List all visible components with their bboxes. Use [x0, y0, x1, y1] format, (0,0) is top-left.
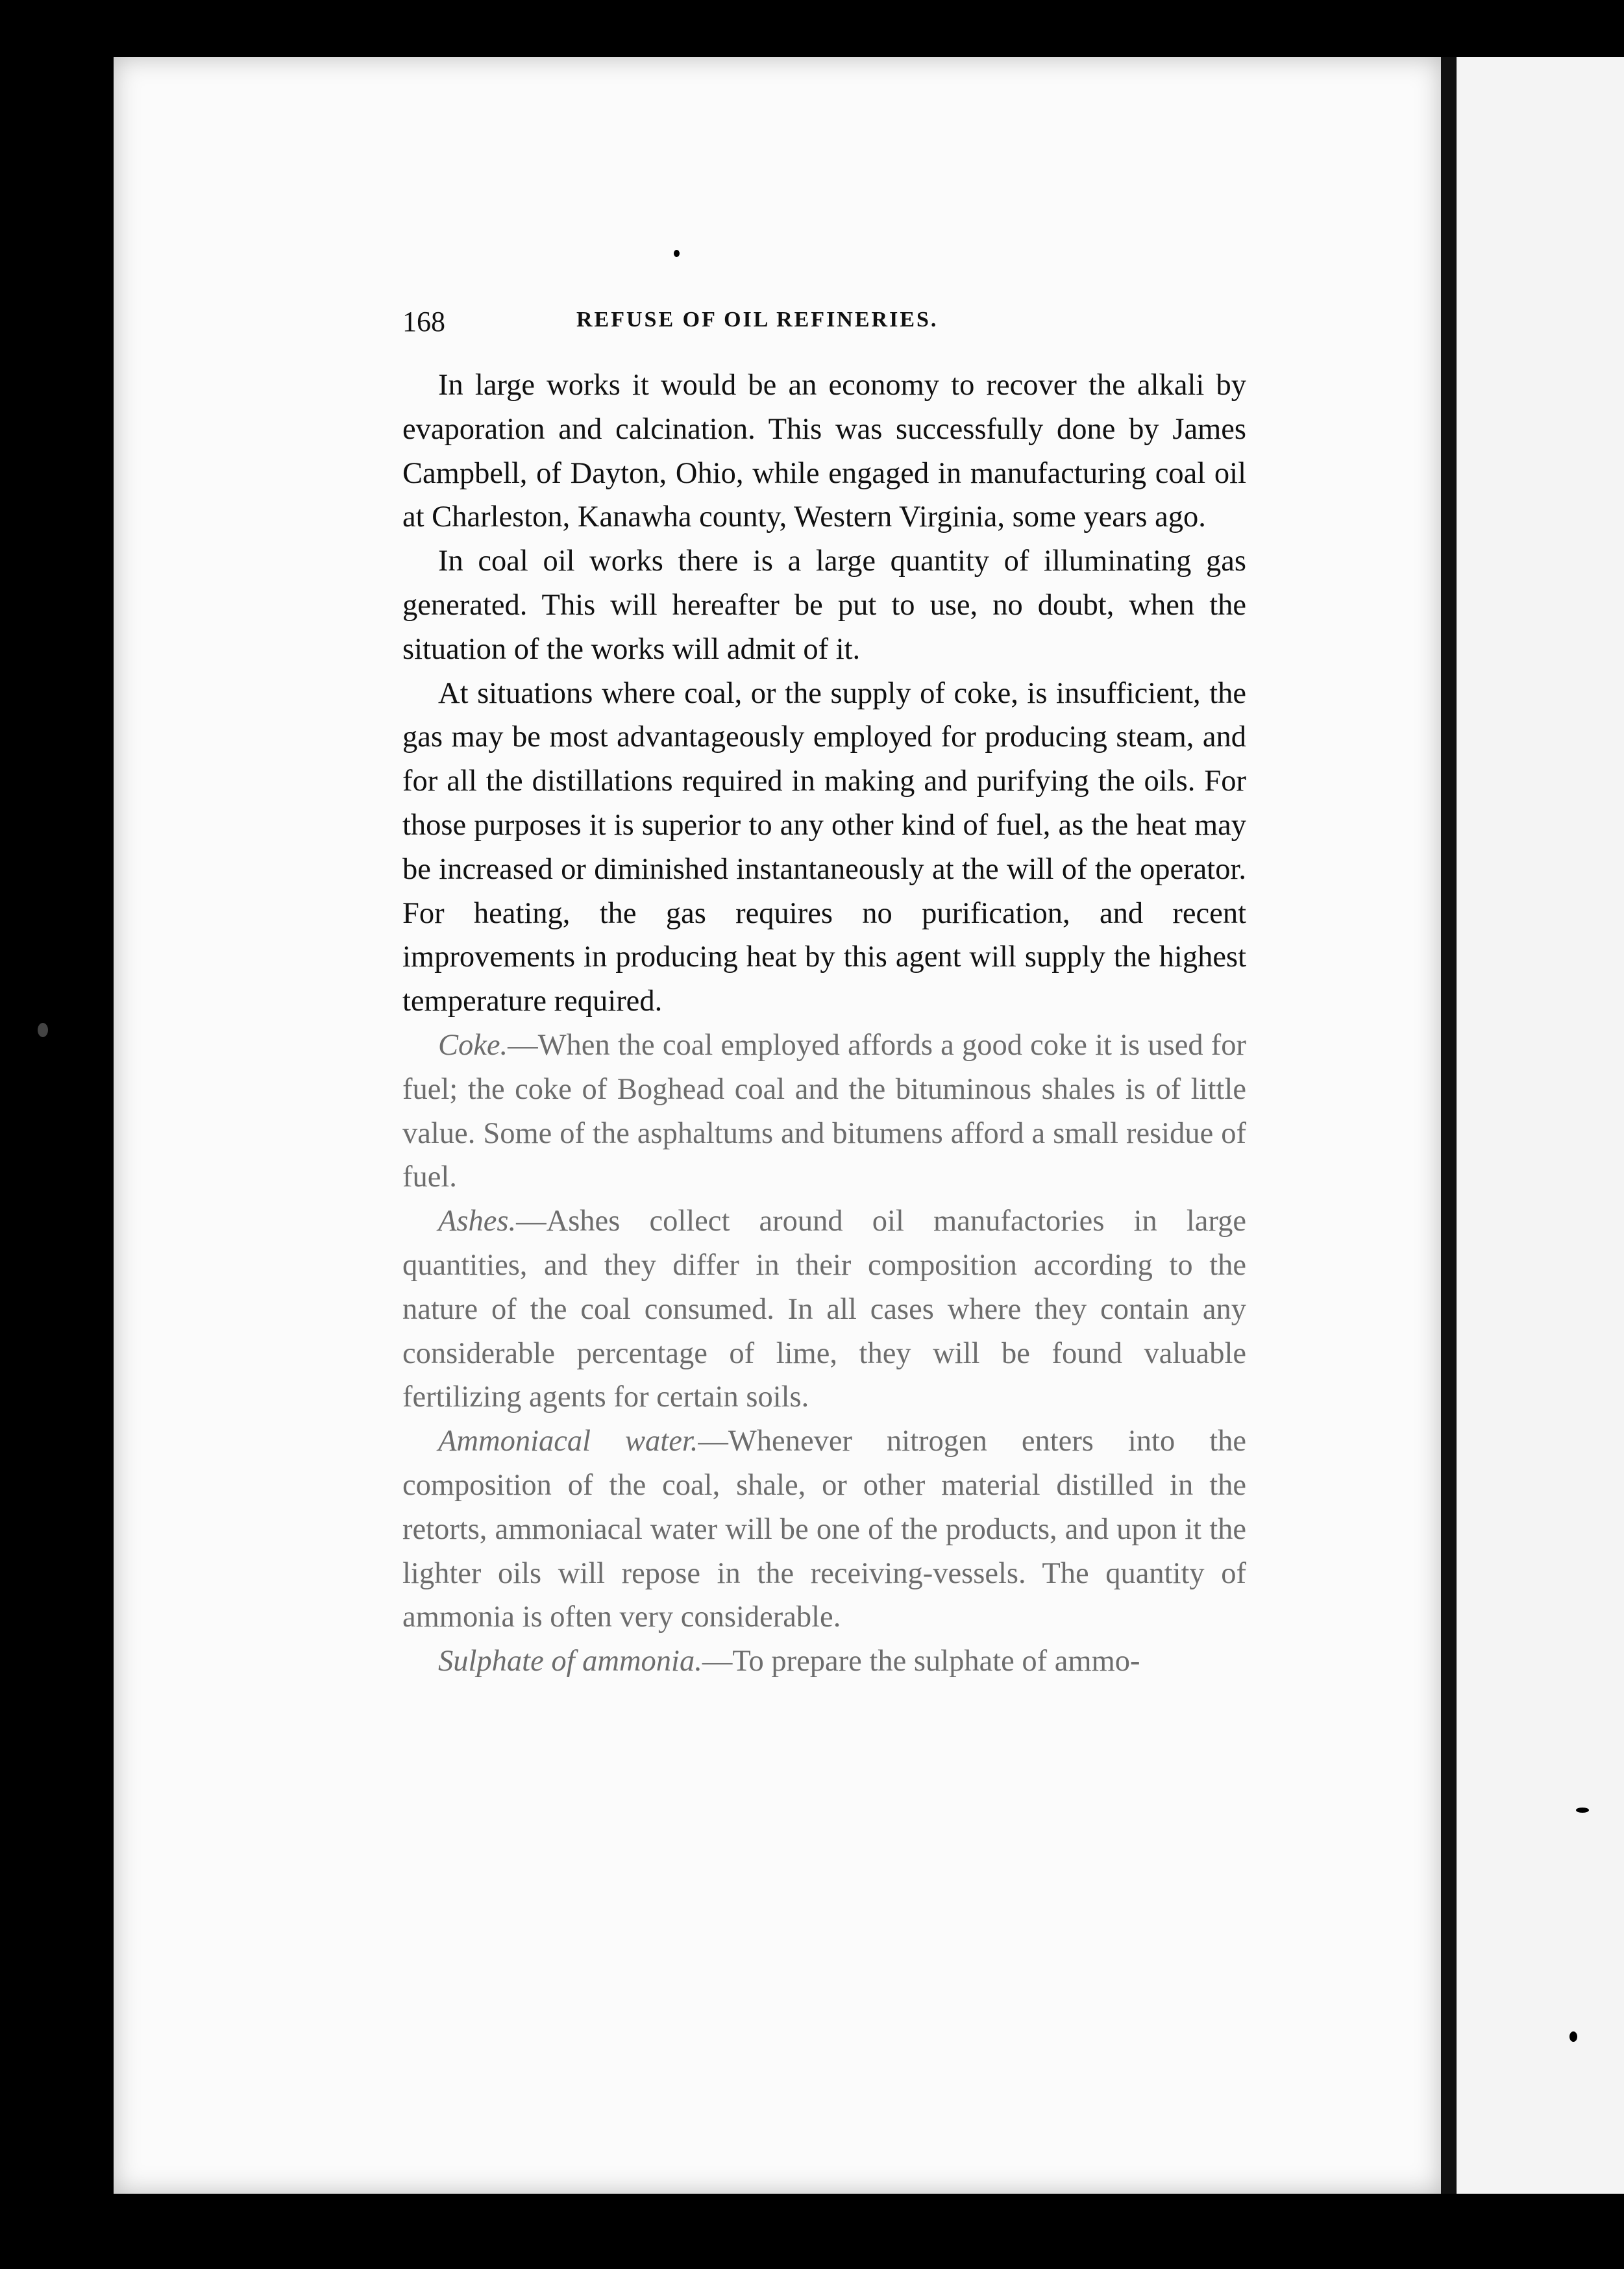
page-gutter: [1441, 57, 1457, 2194]
page-text: [402, 305, 1246, 1684]
section-sulphate-of-ammonia: [402, 1639, 1246, 1684]
adjacent-page-edge: [1457, 57, 1624, 2194]
section-ammoniacal-water: [402, 1419, 1246, 1639]
section-heading: Ashes.: [438, 1205, 517, 1238]
section-body: —When the coal employed affords a good coke it is used for fuel; the coke of Boghead coal and the bituminous shales is of little value. Some of the asphaltums and bitumens afford a small residue of fuel.: [402, 1028, 1246, 1194]
page-number: 168: [402, 306, 445, 337]
section-body: —Whenever nitrogen enters into the composition of the coal, shale, or other material distilled in the retorts, ammoniacal water will be one of the products, and upon it the lighter oils will repose in the receiving-vessels. The quantity of ammonia is often very considerable.: [402, 1425, 1246, 1634]
section-body: —To prepare the sulphate of ammo-: [702, 1645, 1140, 1678]
paragraph: At situations where coal, or the supply of coke, is insufficient, the gas may be most advantageously employed for producing steam, and for all the distillations required in making and purifying the oils. For those purposes it is superior to any other kind of fuel, as the heat may be increased or diminished instantaneously at the will of the operator. For heating, the gas requires no purification, and recent improvements in producing heat by this agent will supply the highest temperature required.: [402, 676, 1246, 1018]
running-head: [402, 305, 1246, 344]
section-ashes: [402, 1199, 1246, 1419]
paragraph: In coal oil works there is a large quantity of illuminating gas generated. This will hereafter be put to use, no doubt, when the situation of the works will admit of it.: [402, 545, 1246, 666]
paragraph: In large works it would be an economy to recover the alkali by evaporation and calcination. This was successfully done by James Campbell, of Dayton, Ohio, while engaged in manufacturing coal oil at Charleston, Kanawha county, Western Virginia, some years ago.: [402, 369, 1246, 534]
section-heading: Coke.: [438, 1028, 508, 1062]
dust-speck: [674, 250, 680, 257]
dust-speck: [1576, 1808, 1589, 1813]
section-coke: [402, 1024, 1246, 1199]
section-heading: Ammoniacal water.: [438, 1425, 698, 1458]
dust-speck: [38, 1023, 48, 1037]
running-title: REFUSE OF OIL REFINERIES.: [576, 308, 939, 332]
dust-speck: [1569, 2031, 1577, 2042]
section-heading: Sulphate of ammonia.: [438, 1645, 702, 1678]
section-body: —Ashes collect around oil manufactories in large quantities, and they differ in their composition according to the nature of the coal consumed. In all cases where they contain any considerable percentage of lime, they will be found valuable fertilizing agents for certain soils.: [402, 1205, 1246, 1414]
